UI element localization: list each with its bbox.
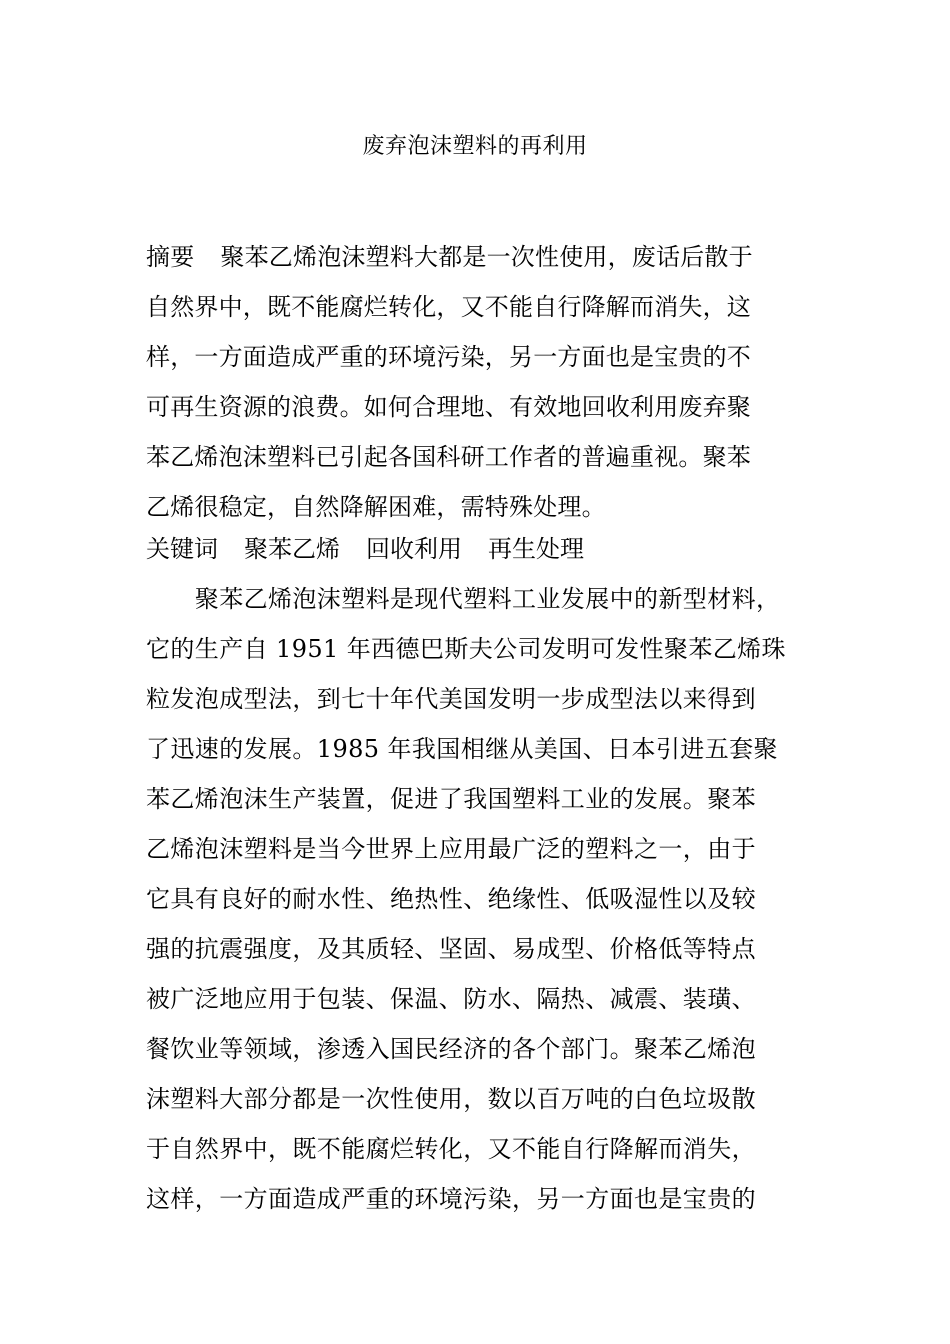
abstract-text: 聚苯乙烯泡沫塑料大都是一次性使用，废话后散于 [220, 243, 753, 271]
document-title: 废弃泡沫塑料的再利用 [362, 134, 588, 159]
abstract-line: 自然界中，既不能腐烂转化，又不能自行降解而消失，这 [146, 293, 751, 321]
body-line: 被广泛地应用于包装、保温、防水、隔热、减震、装璜、 [146, 985, 756, 1013]
body-line: 苯乙烯泡沫生产装置，促进了我国塑料工业的发展。聚苯 [146, 785, 756, 813]
keyword-item: 再生处理 [488, 535, 584, 563]
body-paragraph [146, 574, 826, 1224]
body-line: 沫塑料大部分都是一次性使用，数以百万吨的白色垃圾散 [146, 1085, 756, 1113]
keyword-item: 回收利用 [366, 535, 462, 563]
body-line: 了迅速的发展。1985 年我国相继从美国、日本引进五套聚 [146, 735, 778, 763]
keyword-item: 聚苯乙烯 [244, 535, 340, 563]
body-line: 强的抗震强度，及其质轻、坚固、易成型、价格低等特点 [146, 935, 756, 963]
body-line: 乙烯泡沫塑料是当今世界上应用最广泛的塑料之一，由于 [146, 835, 756, 863]
body-line: 于自然界中，既不能腐烂转化，又不能自行降解而消失， [146, 1135, 756, 1163]
abstract-line: 乙烯很稳定，自然降解困难，需特殊处理。 [146, 493, 606, 521]
abstract-line: 可再生资源的浪费。如何合理地、有效地回收利用废弃聚 [146, 393, 751, 421]
body-line: 这样，一方面造成严重的环境污染，另一方面也是宝贵的 [146, 1185, 756, 1213]
keywords-section [146, 524, 786, 574]
abstract-line [146, 232, 786, 282]
body-line: 餐饮业等领域，渗透入国民经济的各个部门。聚苯乙烯泡 [146, 1035, 756, 1063]
abstract-label: 摘要 [146, 243, 195, 271]
body-line: 粒发泡成型法，到七十年代美国发明一步成型法以来得到 [146, 685, 756, 713]
abstract-section [146, 232, 786, 532]
abstract-line: 样，一方面造成严重的环境污染，另一方面也是宝贵的不 [146, 343, 751, 371]
body-line: 它的生产自 1951 年西德巴斯夫公司发明可发性聚苯乙烯珠 [146, 635, 786, 663]
abstract-line: 苯乙烯泡沫塑料已引起各国科研工作者的普遍重视。聚苯 [146, 443, 751, 471]
body-line: 聚苯乙烯泡沫塑料是现代塑料工业发展中的新型材料， [146, 585, 781, 613]
keywords-label: 关键词 [146, 535, 218, 563]
body-line: 它具有良好的耐水性、绝热性、绝缘性、低吸湿性以及较 [146, 885, 756, 913]
